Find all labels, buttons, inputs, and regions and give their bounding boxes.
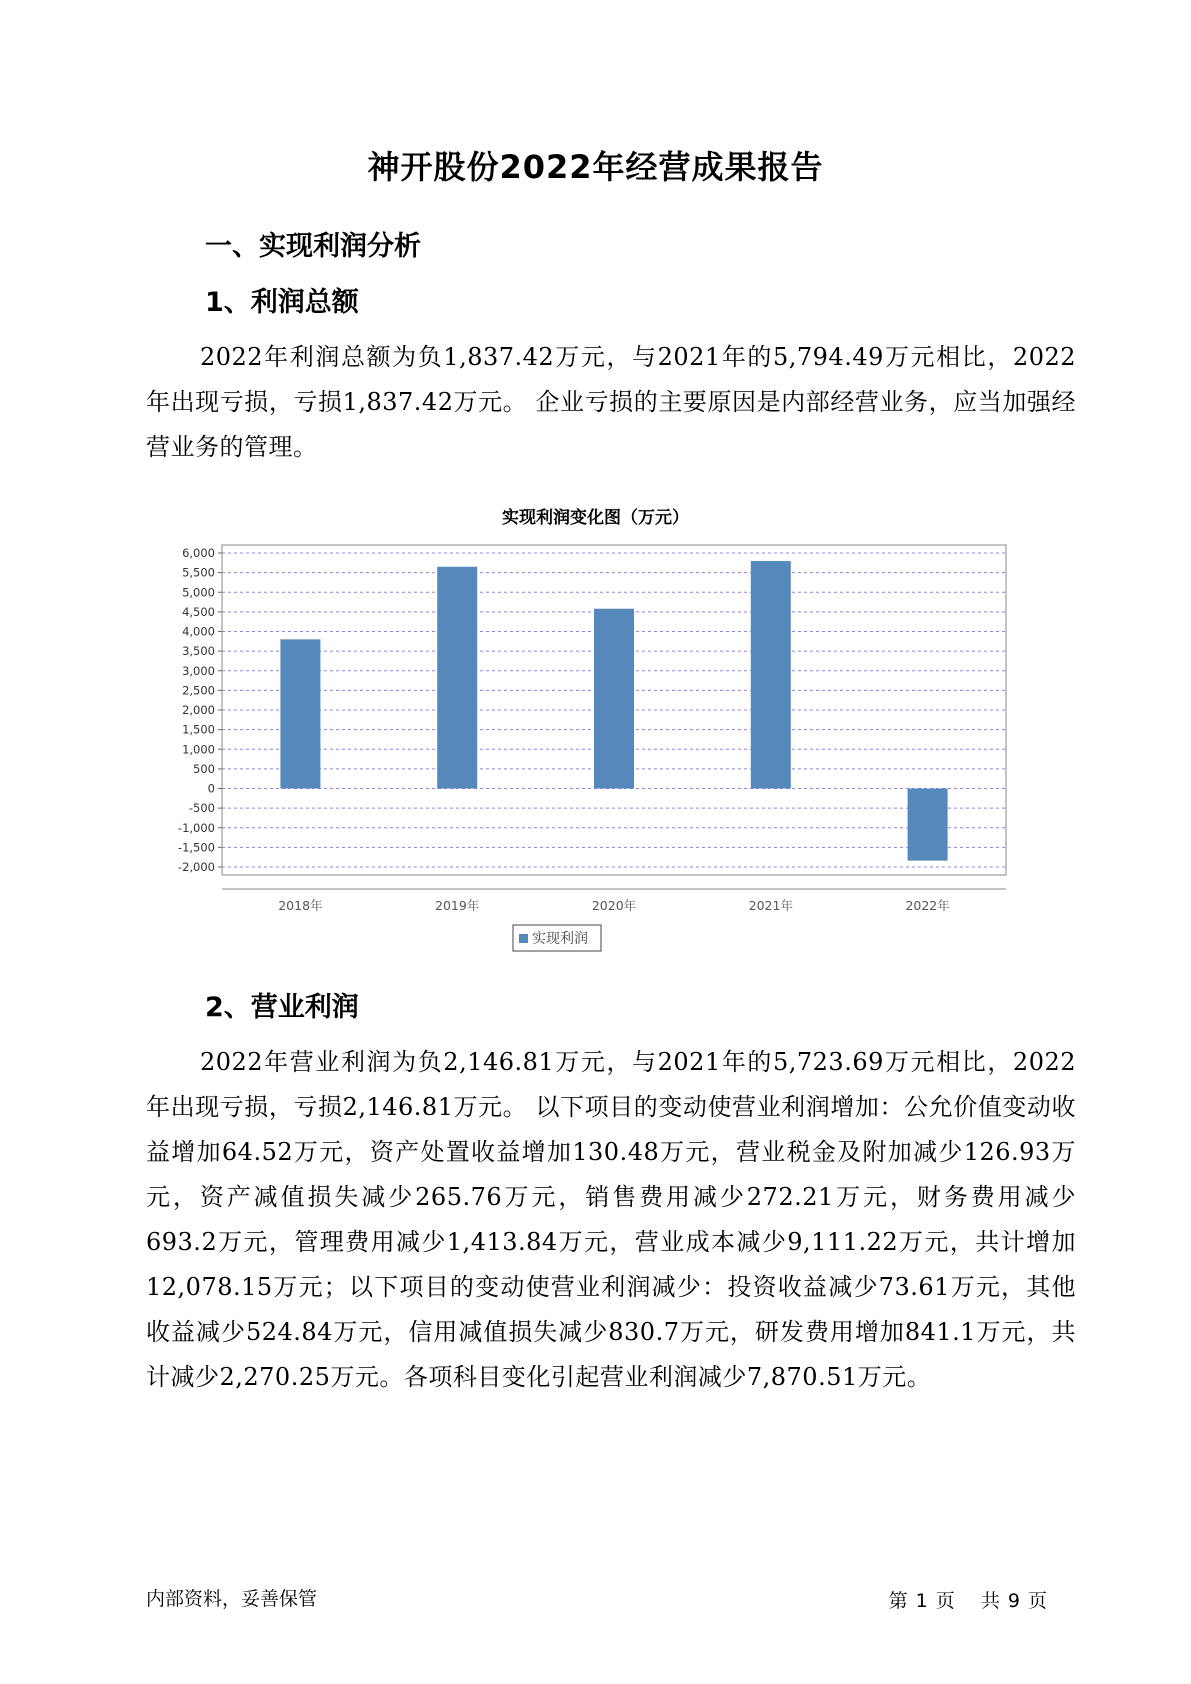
chart-y-tick-label: 3,000 — [182, 663, 215, 678]
page-unit: 页 — [935, 1590, 955, 1612]
chart-x-tick-label: 2022年 — [905, 898, 950, 913]
chart-y-tick-label: 5,000 — [182, 585, 215, 600]
profit-bar-chart — [170, 535, 1020, 955]
paragraph-operating-profit: 2022年营业利润为负2,146.81万元，与2021年的5,723.69万元相比，2022年出现亏损，亏损2,146.81万元。 以下项目的变动使营业利润增加：公允价值变动收益增加64.52万元，资产处置收益增加130.48万元，营业税金及附加减少126.93万元，资产减值损失减少265.76万元，销售费用减少272.21万元，财务费用减少693.2万元，管理费用减少1,413.84万元，营业成本减少9,111.22万元，共计增加12,078.15万元；以下项目的变动使营业利润减少：投资收益减少73.61万元，其他收益减少524.84万元，信用减值损失减少830.7万元，研发费用增加841.1万元，共计减少2,270.25万元。各项科目变化引起营业利润减少7,870.51万元。 — [146, 1048, 1076, 1391]
paragraph-total-profit: 2022年利润总额为负1,837.42万元，与2021年的5,794.49万元相比，2022年出现亏损，亏损1,837.42万元。 企业亏损的主要原因是内部经营业务，应当加强经营业务的管理。 — [146, 343, 1076, 461]
chart-y-tick-label: -1,000 — [177, 820, 215, 835]
chart-legend-swatch — [519, 934, 528, 943]
chart-y-tick-label: -500 — [188, 801, 215, 816]
chart-bar — [437, 567, 477, 789]
chart-bars — [280, 561, 947, 861]
chart-legend-label: 实现利润 — [532, 931, 588, 947]
chart-x-tick-label: 2018年 — [278, 898, 323, 913]
subsection-heading-operating-profit: 2、营业利润 — [205, 992, 359, 1023]
chart-y-tick-label: 1,000 — [182, 742, 215, 757]
chart-y-tick-label: 2,500 — [182, 683, 215, 698]
chart-x-tick-label: 2020年 — [591, 898, 637, 913]
chart-x-ticks — [278, 898, 950, 913]
chart-y-tick-label: 0 — [207, 781, 215, 796]
chart-legend — [513, 925, 601, 951]
footer-confidential-note: 内部资料，妥善保管 — [146, 1588, 318, 1610]
subsection-heading-total-profit: 1、利润总额 — [205, 287, 359, 318]
chart-x-tick-label: 2019年 — [435, 898, 480, 913]
chart-y-tick-label: -1,500 — [177, 840, 215, 855]
chart-y-tick-label: 2,000 — [182, 703, 215, 717]
total-prefix: 共 — [980, 1590, 1000, 1612]
chart-y-tick-label: 3,500 — [182, 644, 215, 659]
section-heading-profit-analysis: 一、实现利润分析 — [205, 231, 421, 262]
chart-bar — [280, 639, 320, 788]
chart-y-tick-label: -2,000 — [177, 860, 215, 874]
page-title: 神开股份2022年经营成果报告 — [367, 148, 824, 186]
page-prefix: 第 — [888, 1590, 908, 1612]
chart-y-tick-label: 1,500 — [182, 722, 215, 737]
total-num: 9 — [1007, 1590, 1020, 1612]
chart-bar — [908, 789, 948, 861]
footer-page-number — [885, 1586, 1051, 1613]
chart-bar — [594, 609, 634, 789]
chart-x-tick-label: 2021年 — [748, 898, 793, 913]
chart-y-tick-label: 500 — [193, 761, 215, 776]
chart-bar — [751, 561, 791, 788]
chart-y-ticks — [178, 546, 222, 874]
chart-y-tick-label: 6,000 — [182, 546, 215, 560]
page-num: 1 — [915, 1590, 928, 1612]
total-unit: 页 — [1027, 1590, 1047, 1612]
chart-y-tick-label: 4,500 — [182, 604, 215, 619]
chart-y-tick-label: 5,500 — [182, 565, 215, 580]
chart-title: 实现利润变化图（万元） — [502, 508, 689, 528]
chart-y-tick-label: 4,000 — [182, 624, 215, 639]
